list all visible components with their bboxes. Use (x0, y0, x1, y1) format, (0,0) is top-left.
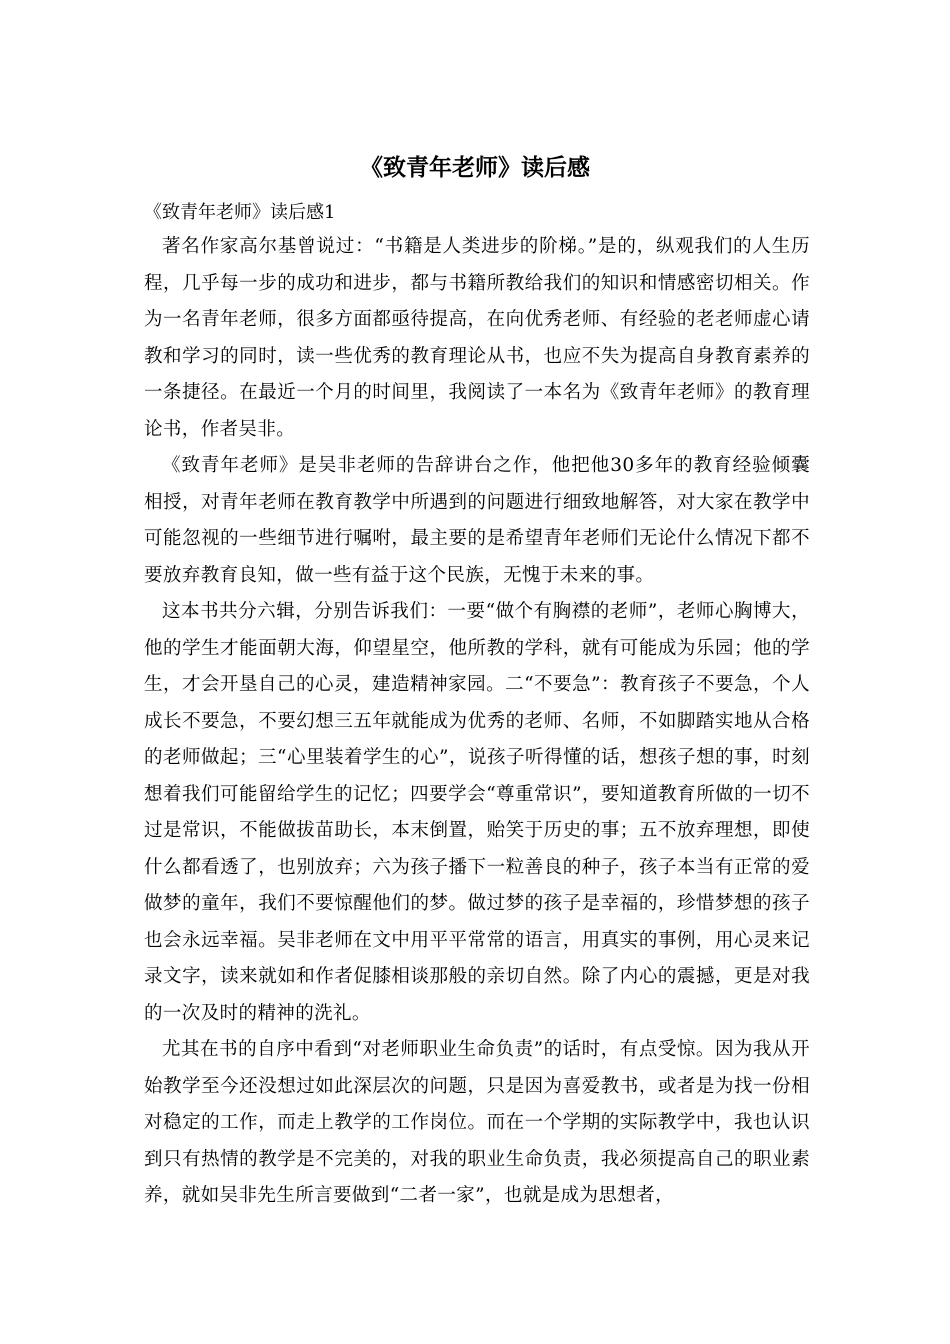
document-title: 《致青年老师》读后感 (360, 154, 590, 181)
paragraph: 《致青年老师》是吴非老师的告辞讲台之作，他把他30多年的教育经验倾囊相授，对青年老师在教育教学中所遇到的问题进行细致地解答，对大家在教学中可能忽视的一些细节进行嘱咐，最主要的是希望青年老师们无论什么情况下都不要放弃教育良知，做一些有益于这个民族，无愧于未来的事。 (144, 455, 810, 586)
paragraph: 这本书共分六辑，分别告诉我们：一要“做个有胸襟的老师”，老师心胸博大，他的学生才能面朝大海，仰望星空，他所教的学科，就有可能成为乐园；他的学生，才会开垦自己的心灵，建造精神家园。二“不要急”：教育孩子不要急，个人成长不要急，不要幻想三五年就能成为优秀的老师、名师，不如脚踏实地从合格的老师做起；三“心里装着学生的心”，说孩子听得懂的话，想孩子想的事，时刻想着我们可能留给学生的记忆；四要学会“尊重常识”，要知道教育所做的一切不过是常识，不能做拔苗助长，本末倒置，贻笑于历史的事；五不放弃理想，即使什么都看透了，也别放弃；六为孩子播下一粒善良的种子，孩子本当有正常的爱做梦的童年，我们不要惊醒他们的梦。做过梦的孩子是幸福的，珍惜梦想的孩子也会永远幸福。吴非老师在文中用平平常常的语言，用真实的事例，用心灵来记录文字，读来就如和作者促膝相谈那般的亲切自然。除了内心的震撼，更是对我的一次及时的精神的洗礼。 (144, 601, 810, 1024)
document-body (144, 197, 810, 1215)
paragraph: 著名作家高尔基曾说过：“书籍是人类进步的阶梯。”是的，纵观我们的人生历程，几乎每一步的成功和进步，都与书籍所教给我们的知识和情感密切相关。作为一名青年老师，很多方面都亟待提高，在向优秀老师、有经验的老老师虚心请教和学习的同时，读一些优秀的教育理论从书，也应不失为提高自身教育素养的一条捷径。在最近一个月的时间里，我阅读了一本名为《致青年老师》的教育理论书，作者吴非。 (144, 236, 810, 440)
paragraph: 尤其在书的自序中看到“对老师职业生命负责”的话时，有点受惊。因为我从开始教学至今还没想过如此深层次的问题，只是因为喜爱教书，或者是为找一份相对稳定的工作，而走上教学的工作岗位。而在一个学期的实际教学中，我也认识到只有热情的教学是不完美的，对我的职业生命负责，我必须提高自己的职业素养，就如吴非先生所言要做到“二者一家”，也就是成为思想者， (144, 1039, 810, 1206)
document-subtitle: 《致青年老师》读后感1 (144, 202, 336, 223)
